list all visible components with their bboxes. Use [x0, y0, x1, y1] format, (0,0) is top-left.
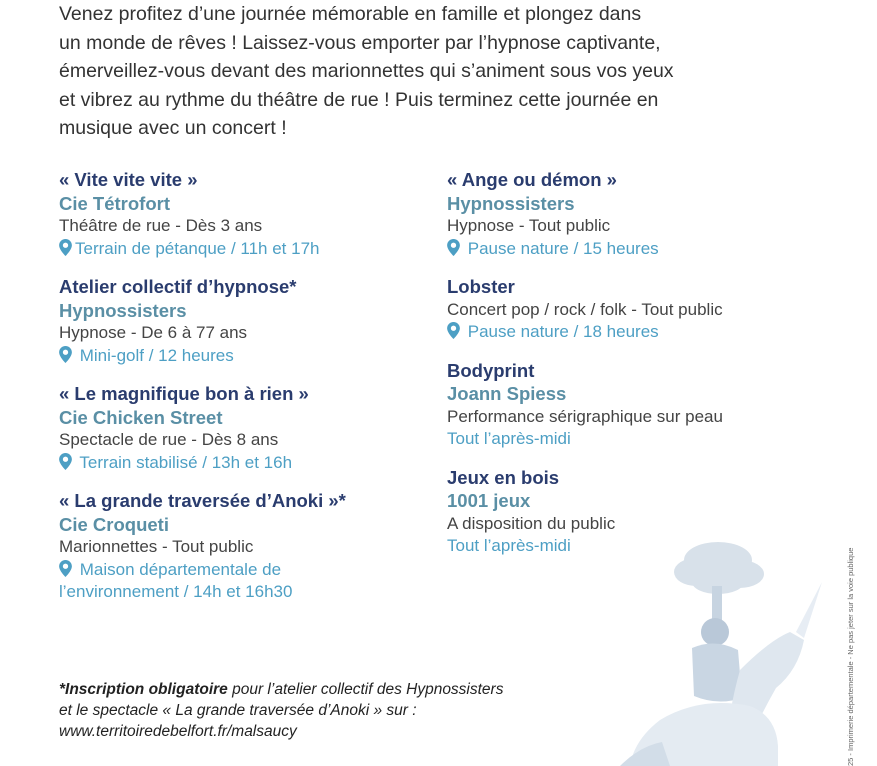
event-title: « Vite vite vite »: [59, 169, 198, 190]
event-description: Hypnose - Tout public: [447, 216, 611, 235]
left-column: [59, 168, 429, 619]
event-title: « Ange ou démon »: [447, 169, 617, 190]
event-company: Cie Chicken Street: [59, 406, 223, 428]
event-company: Joann Spiess: [447, 383, 567, 404]
location-pin-icon: [59, 560, 72, 577]
footnote-url[interactable]: www.territoiredebelfort.fr/malsaucy: [59, 723, 297, 740]
event-place: [447, 238, 827, 261]
event-description: Théâtre de rue - Dès 3 ans: [59, 216, 263, 235]
event-vite-vite-vite: [59, 168, 429, 260]
event-place-line2: l’environnement / 14h et 16h30: [59, 582, 293, 601]
intro-line: et vibrez au rythme du théâtre de rue ! Puis terminez cette journée en: [59, 88, 659, 111]
event-company: 1001 jeux: [447, 490, 531, 511]
event-description: Performance sérigraphique sur peau: [447, 406, 723, 426]
location-pin-icon: [59, 239, 72, 256]
registration-footnote: [59, 679, 619, 742]
event-description: Marionnettes - Tout public: [59, 537, 254, 556]
footnote-bold: *Inscription obligatoire: [59, 681, 228, 698]
event-place-text: Mini-golf / 12 heures: [79, 345, 234, 365]
event-description: A disposition du public: [447, 513, 616, 533]
event-time: Tout l’après-midi: [447, 429, 571, 448]
event-magnifique-bon-a-rien: [59, 382, 429, 474]
event-place-text: Terrain de pétanque / 11h et 17h: [75, 238, 320, 258]
event-lobster: [447, 275, 827, 344]
right-column: [447, 168, 827, 573]
event-title: « La grande traversée d’Anoki »*: [59, 490, 346, 511]
intro-line: un monde de rêves ! Laissez-vous emporter par l’hypnose captivante,: [59, 31, 661, 54]
intro-paragraph: [59, 0, 819, 143]
location-pin-icon: [447, 322, 460, 339]
intro-line: émerveillez-vous devant des marionnettes qui s’animent sous vos yeux: [59, 60, 674, 82]
event-title: « Le magnifique bon à rien »: [59, 383, 309, 404]
location-pin-icon: [59, 453, 72, 470]
event-company: Hypnossisters: [59, 299, 187, 321]
event-grande-traversee-anoki: [59, 489, 429, 604]
event-title: Jeux en bois: [447, 466, 560, 488]
event-bodyprint: [447, 359, 827, 451]
unicorn-illustration: [600, 520, 840, 766]
event-description: Spectacle de rue - Dès 8 ans: [59, 430, 279, 449]
event-company: Hypnossisters: [447, 192, 575, 214]
event-description: Concert pop / rock / folk - Tout public: [447, 299, 723, 319]
event-time: Tout l’après-midi: [447, 536, 571, 555]
event-place-text: Maison départementale de: [79, 559, 282, 579]
event-place-text: Pause nature / 18 heures: [467, 322, 659, 341]
event-place: [59, 345, 429, 368]
event-title: Atelier collectif d’hypnose*: [59, 276, 297, 297]
print-notice: 25 - Imprimerie départementale - Ne pas jeter sur la voie publique: [846, 547, 855, 766]
event-company: Cie Tétrofort: [59, 192, 170, 214]
event-title: Lobster: [447, 276, 515, 297]
location-pin-icon: [447, 239, 460, 256]
event-title: Bodyprint: [447, 359, 535, 381]
event-place-text: Pause nature / 15 heures: [467, 238, 659, 258]
location-pin-icon: [59, 346, 72, 363]
event-place-text: Terrain stabilisé / 13h et 16h: [79, 452, 293, 472]
event-place: [59, 452, 429, 475]
event-place: [447, 321, 827, 344]
event-atelier-hypnose: [59, 275, 429, 367]
footnote-rest: pour l’atelier collectif des Hypnossisters: [227, 681, 504, 698]
event-place: [59, 559, 429, 582]
footnote-line1: [59, 679, 619, 700]
event-company: Cie Croqueti: [59, 513, 169, 535]
intro-line: Venez profitez d’une journée mémorable en famille et plongez dans: [59, 3, 642, 25]
intro-line: musique avec un concert !: [59, 117, 287, 139]
event-ange-ou-demon: [447, 168, 827, 260]
event-place: [59, 238, 429, 261]
event-description: Hypnose - De 6 à 77 ans: [59, 323, 248, 342]
footnote-line2: et le spectacle « La grande traversée d’Anoki » sur :: [59, 702, 417, 719]
